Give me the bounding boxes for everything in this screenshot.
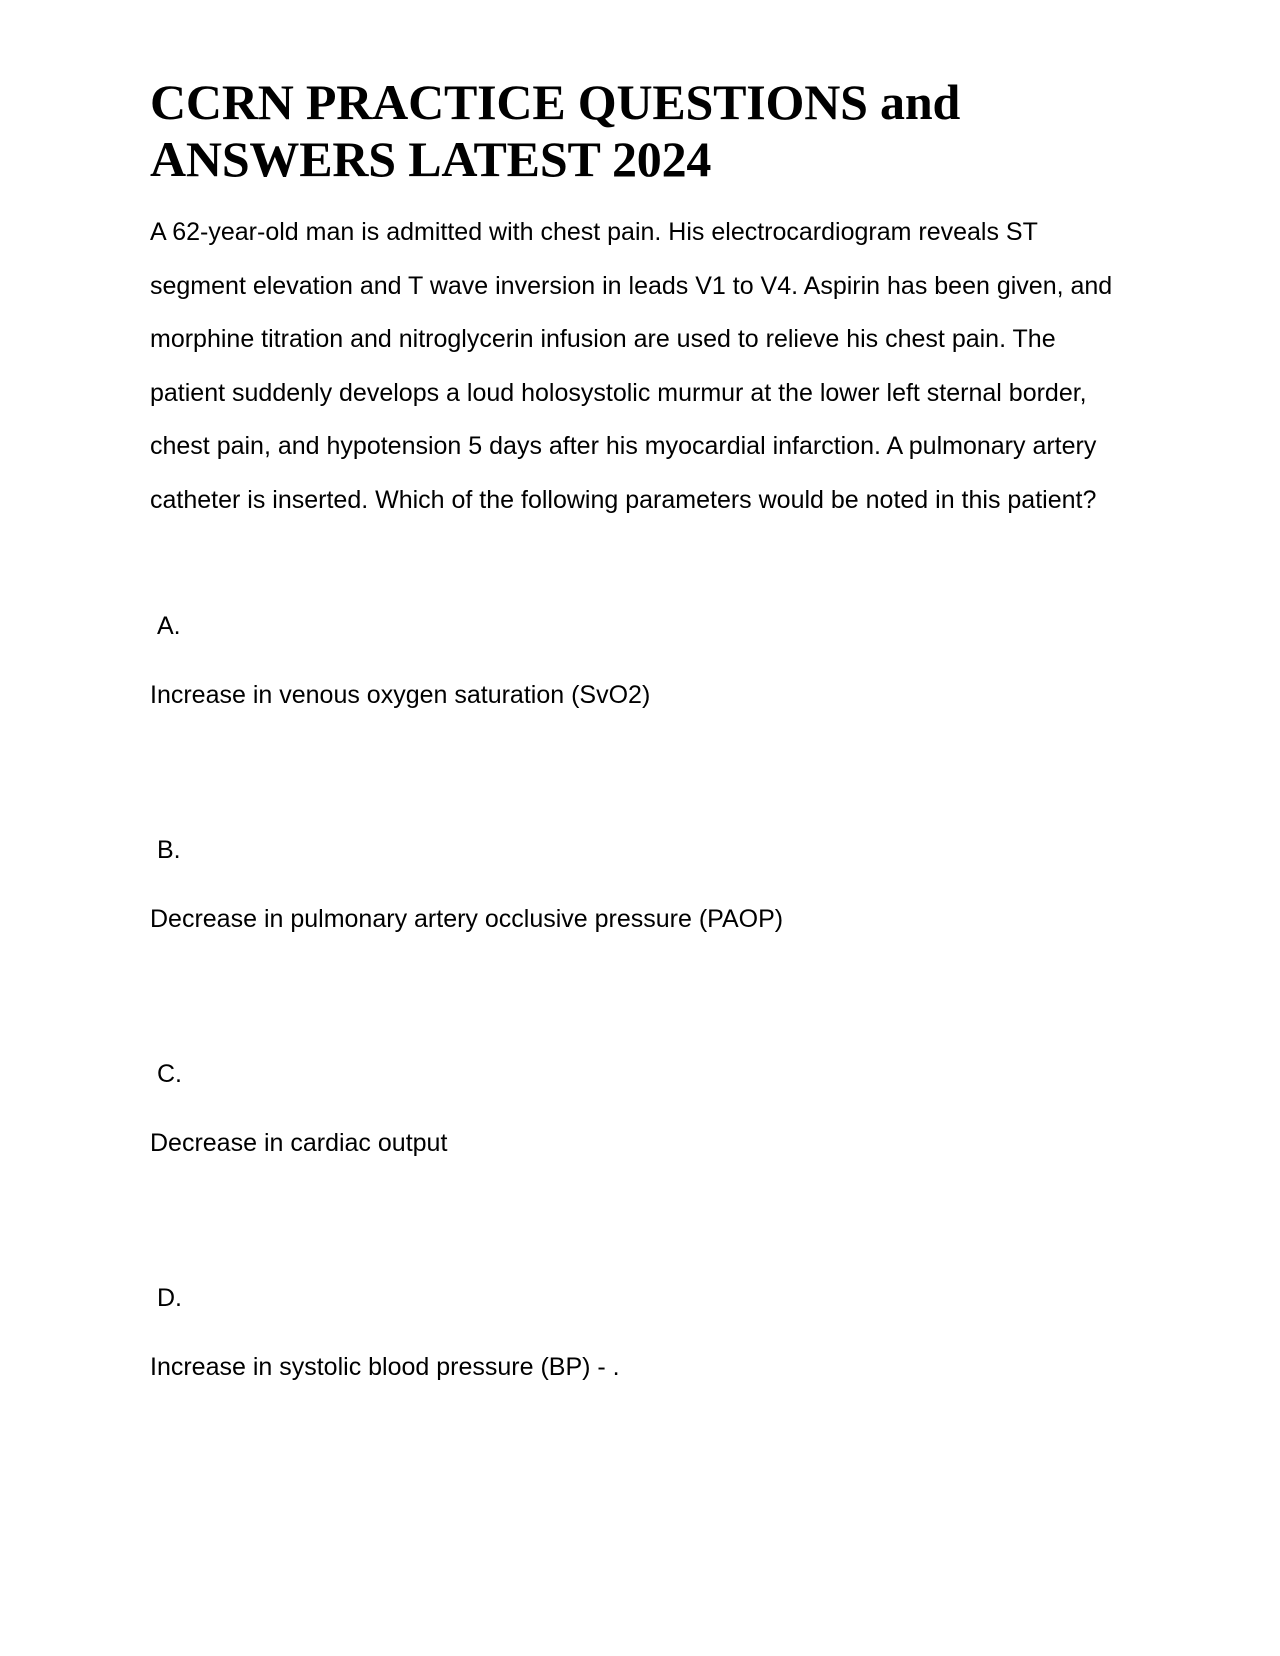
option-a [150,611,1130,710]
option-b [150,835,1130,934]
option-d [150,1283,1130,1382]
option-letter: D. [157,1284,182,1312]
option-text: Increase in venous oxygen saturation (SvO2) [150,681,651,709]
option-letter: C. [157,1060,182,1088]
page-title: CCRN PRACTICE QUESTIONS and ANSWERS LATEST 2024 [150,74,961,187]
option-text: Decrease in pulmonary artery occlusive pressure (PAOP) [150,905,784,933]
option-text: Increase in systolic blood pressure (BP) - . [150,1353,620,1381]
option-letter: B. [157,836,181,864]
option-c [150,1059,1130,1158]
question-text: A 62-year-old man is admitted with chest pain. His electrocardiogram reveals ST segment elevation and T wave inversion in leads V1 to V4. Aspirin has been given, and morphine titration and nitroglycerin infusion are used to relieve his chest pain. The patient suddenly develops a loud holosystolic murmur at the lower left sternal border, chest pain, and hypotension 5 days after his myocardial infarction. A pulmonary artery catheter is inserted. Which of the following parameters would be noted in this patient? [150,218,1113,514]
document-page [150,74,1130,1382]
option-letter: A. [157,612,181,640]
option-text: Decrease in cardiac output [150,1129,448,1157]
